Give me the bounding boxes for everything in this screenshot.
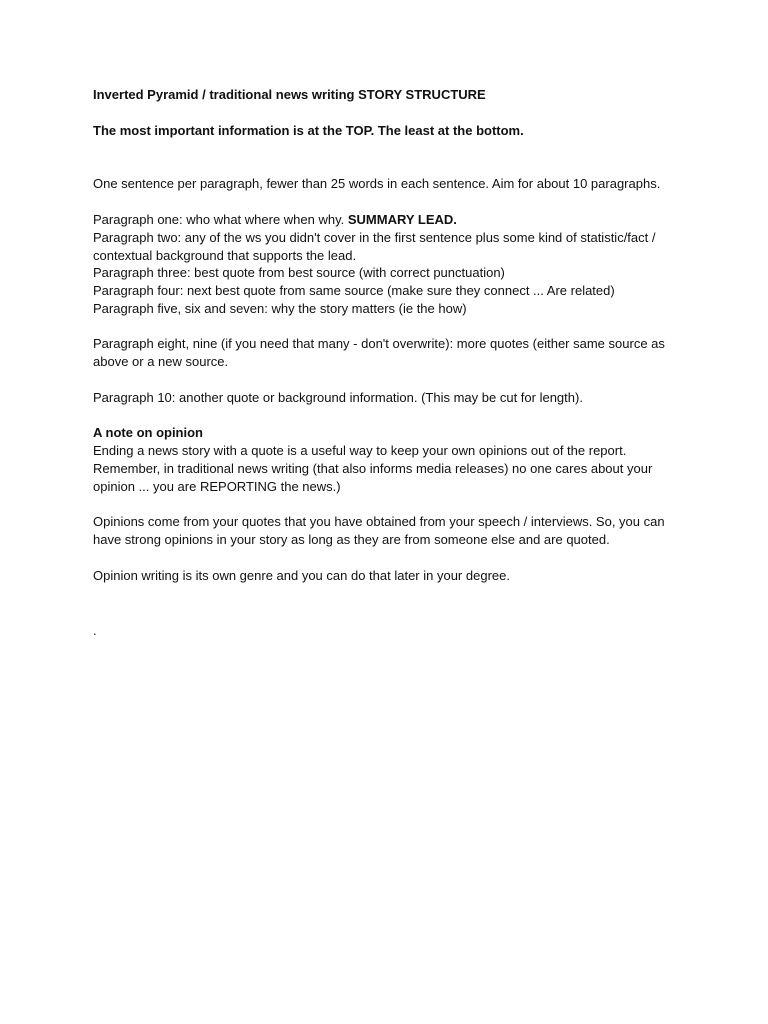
opinion-heading: A note on opinion: [93, 425, 203, 441]
document-body: [93, 86, 683, 640]
paragraph-four-line: Paragraph four: next best quote from same source (make sure they connect ... Are related): [93, 282, 615, 298]
paragraph-three-line: Paragraph three: best quote from best source (with correct punctuation): [93, 265, 505, 281]
paragraph-one-text: Paragraph one: who what where when why.: [93, 212, 348, 228]
paragraph-one-line: [93, 211, 683, 229]
trailing-dot: .: [93, 623, 97, 639]
opinion-paragraph-3: Opinion writing is its own genre and you can do that later in your degree.: [93, 567, 510, 583]
paragraph-five-line: Paragraph five, six and seven: why the story matters (ie the how): [93, 300, 467, 316]
document-subtitle: The most important information is at the TOP. The least at the bottom.: [93, 122, 524, 138]
paragraph-two-line: Paragraph two: any of the ws you didn't cover in the first sentence plus some kind of statistic/fact / contextual background that supports the lead.: [93, 229, 656, 263]
intro-paragraph: One sentence per paragraph, fewer than 25 words in each sentence. Aim for about 10 paragraphs.: [93, 176, 661, 192]
opinion-paragraph-1: Ending a news story with a quote is a useful way to keep your own opinions out of the report. Remember, in traditional news writing (that also informs media releases) no one cares about your opinion ... you are REPORTING the news.): [93, 443, 653, 494]
document-title: Inverted Pyramid / traditional news writing STORY STRUCTURE: [93, 87, 486, 102]
opinion-paragraph-2: Opinions come from your quotes that you have obtained from your speech / interviews. So, you can have strong opinions in your story as long as they are from someone else and are quoted.: [93, 514, 665, 547]
paragraph-eight-line: Paragraph eight, nine (if you need that many - don't overwrite): more quotes (either same source as above or a new source.: [93, 336, 665, 370]
paragraph-ten-line: Paragraph 10: another quote or background information. (This may be cut for length).: [93, 389, 583, 405]
summary-lead-label: SUMMARY LEAD.: [347, 212, 457, 228]
